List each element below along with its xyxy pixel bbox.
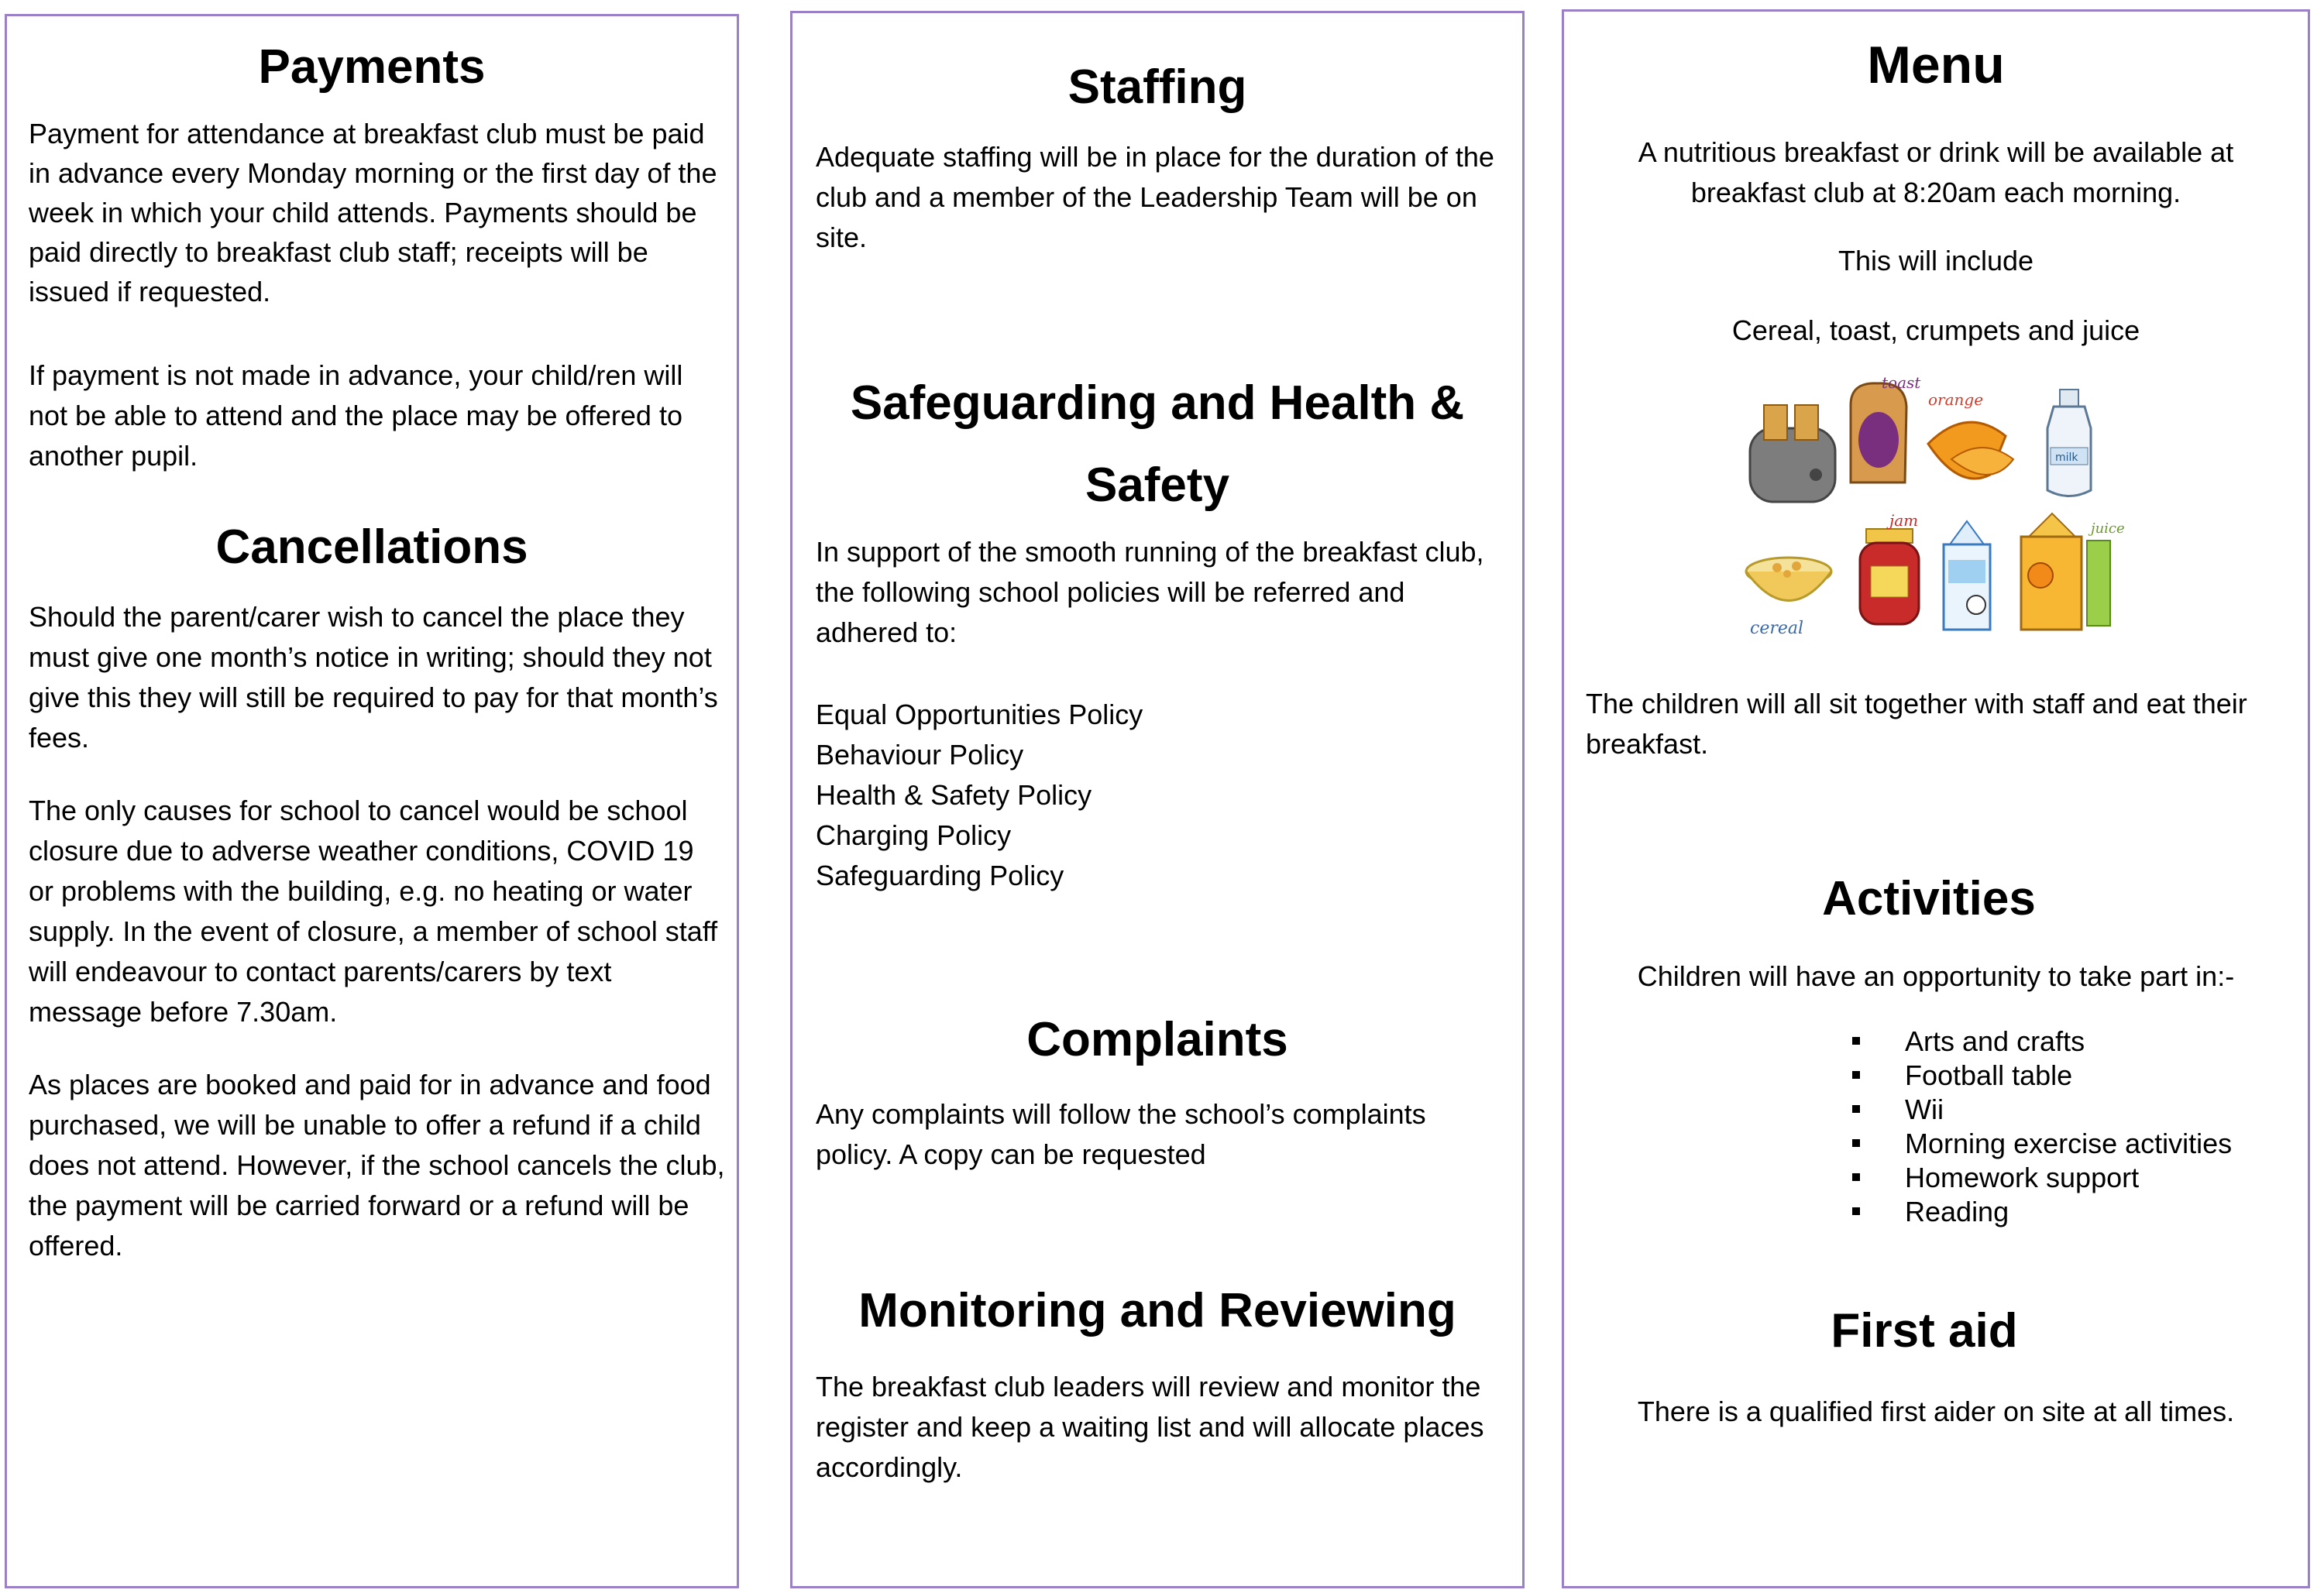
activity-item: Morning exercise activities: [1905, 1127, 2292, 1161]
breakfast-illustration: [1734, 374, 2168, 661]
payments-title: Payments: [258, 40, 486, 94]
safeguarding-intro: In support of the smooth running of the breakfast club, the following school policies will be referred and adhered to:: [816, 536, 1484, 648]
policy-list: [816, 695, 1497, 896]
bullet-icon: [1852, 1071, 1860, 1079]
orange-icon: [1928, 390, 2013, 479]
activity-item: Football table: [1905, 1059, 2292, 1093]
safeguarding-title-line-2: Safety: [1085, 458, 1230, 512]
activities-intro: Children will have an opportunity to take part in:-: [1637, 960, 2235, 992]
first-aid-text: There is a qualified first aider on site at all times.: [1637, 1396, 2235, 1427]
toast-icon: [1851, 374, 1921, 482]
menu-after-text: The children will all sit together with staff and eat their breakfast.: [1586, 688, 2247, 760]
policy-item: Equal Opportunities Policy: [816, 699, 1143, 730]
policy-item: Charging Policy: [816, 819, 1012, 851]
juice-label: juice: [2091, 520, 2125, 537]
cereal-label: cereal: [1750, 619, 1804, 638]
activities-title: Activities: [1822, 872, 2036, 925]
activity-item: Arts and crafts: [1905, 1025, 2292, 1059]
activities-list: [1905, 1025, 2292, 1229]
bullet-icon: [1852, 1207, 1860, 1215]
toast-label: toast: [1882, 374, 1921, 392]
safeguarding-title-line-1: Safeguarding and Health &: [850, 376, 1465, 430]
menu-include: This will include: [1838, 245, 2034, 276]
cancellations-paragraph-1: Should the parent/carer wish to cancel the place they must give one month’s notice in writing; should they not give this they will still be required to pay for that month’s fees.: [29, 601, 718, 754]
activity-item: Homework support: [1905, 1161, 2292, 1195]
cereal-bowl-icon: [1746, 558, 1831, 638]
policy-item: Safeguarding Policy: [816, 860, 1064, 891]
cancellations-paragraph-2: The only causes for school to cancel would be school closure due to adverse weather conditions, COVID 19 or problems with the building, e.g. no heating or water supply. In the event of closure, a member of school staff will endeavour to contact parents/carers by text message before 7.30am.: [29, 795, 718, 1028]
bullet-icon: [1852, 1037, 1860, 1045]
milk-carton-icon: [1944, 521, 1990, 630]
menu-title: Menu: [1867, 36, 2005, 94]
staffing-panel: [790, 11, 1525, 1588]
first-aid-title: First aid: [1831, 1304, 2018, 1358]
bullet-icon: [1852, 1139, 1860, 1147]
staffing-title: Staffing: [1067, 60, 1247, 114]
milk-label: milk: [2055, 451, 2078, 464]
payments-paragraph-1: Payment for attendance at breakfast club must be paid in advance every Monday morning or the first day of the week in which your child attends. Payments should be paid directly to breakfast club staff; receipts will be issued if requested.: [29, 118, 717, 307]
orange-label: orange: [1928, 390, 1984, 409]
staffing-text: Adequate staffing will be in place for the duration of the club and a member of the Leadership Team will be on site.: [816, 141, 1494, 253]
menu-items: Cereal, toast, crumpets and juice: [1731, 314, 2140, 346]
policy-item: Behaviour Policy: [816, 739, 1024, 771]
cancellations-paragraph-3: As places are booked and paid for in advance and food purchased, we will be unable to offer a refund if a child does not attend. However, if the school cancels the club, the payment will be carried forward or a refund will be offered.: [29, 1069, 725, 1262]
jam-label: jam: [1889, 511, 1919, 530]
payments-panel: [5, 14, 739, 1588]
payments-paragraph-2: If payment is not made in advance, your child/ren will not be able to attend and the place may be offered to another pupil.: [29, 359, 683, 472]
menu-panel: [1562, 9, 2310, 1588]
menu-intro: A nutritious breakfast or drink will be available at breakfast club at 8:20am each morning.: [1638, 136, 2234, 208]
toaster-icon: [1750, 405, 1835, 502]
complaints-text: Any complaints will follow the school’s complaints policy. A copy can be requested: [816, 1098, 1426, 1170]
policy-item: Health & Safety Policy: [816, 779, 1092, 811]
complaints-title: Complaints: [1026, 1013, 1288, 1066]
monitoring-text: The breakfast club leaders will review and monitor the register and keep a waiting list and will allocate places accordingly.: [816, 1371, 1484, 1483]
milk-bottle-icon: [2047, 390, 2091, 496]
bullet-icon: [1852, 1105, 1860, 1113]
cancellations-title: Cancellations: [215, 520, 528, 574]
bullet-icon: [1852, 1173, 1860, 1181]
jam-jar-icon: [1860, 511, 1919, 624]
juice-carton-icon: [2021, 513, 2125, 630]
activity-item: Wii: [1905, 1093, 2292, 1127]
activity-item: Reading: [1905, 1195, 2292, 1229]
monitoring-title: Monitoring and Reviewing: [858, 1284, 1456, 1337]
